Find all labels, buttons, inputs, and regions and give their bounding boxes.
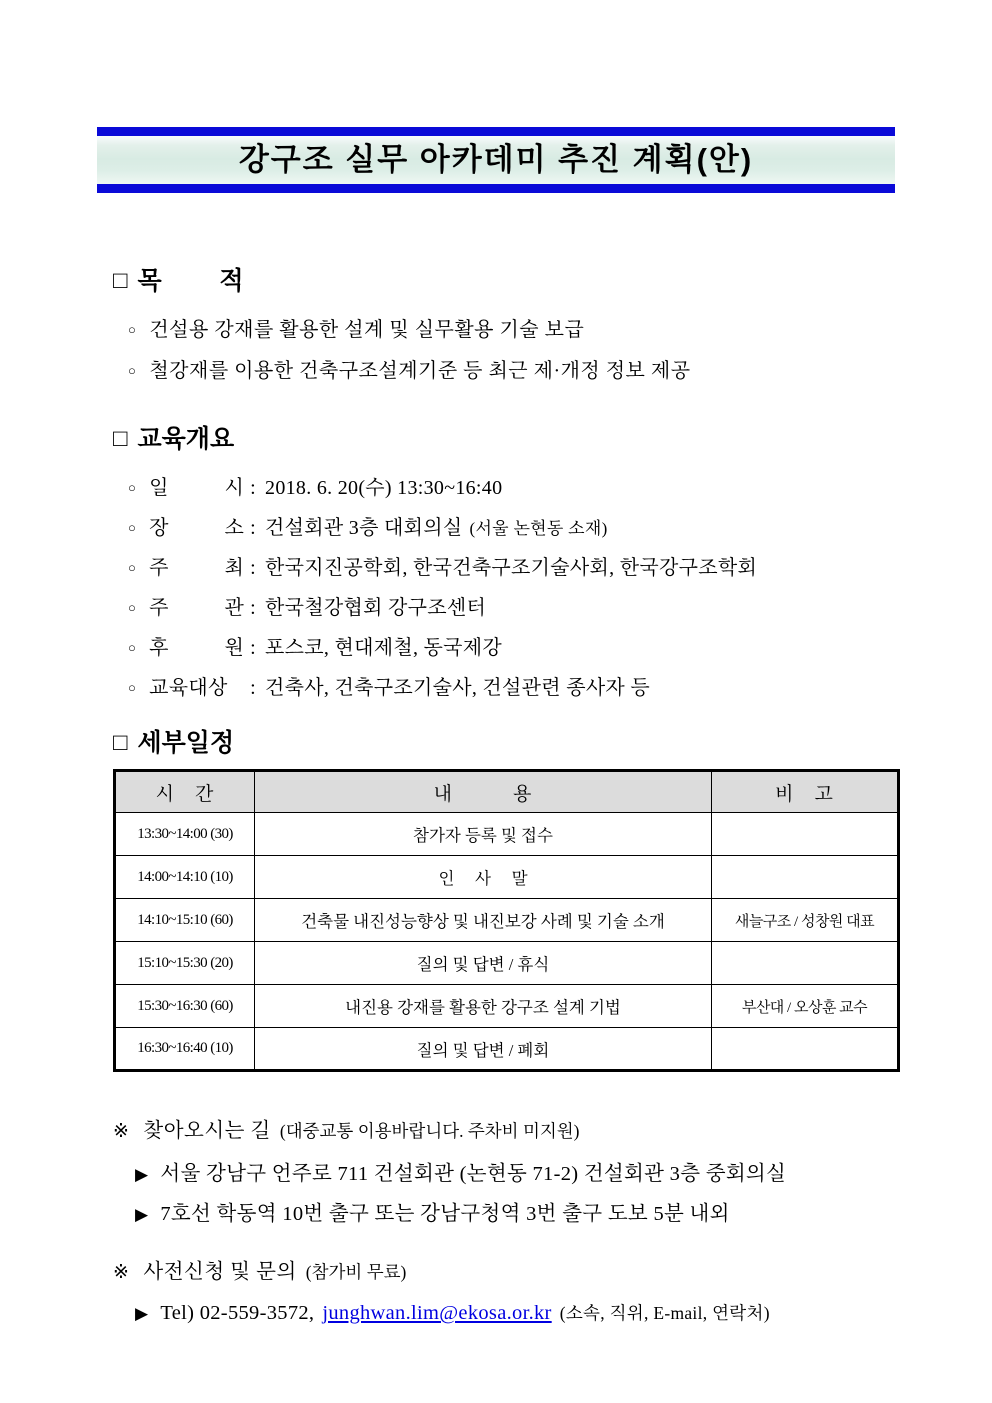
- overview-row: [128, 549, 992, 589]
- overview-note: (서울 논현동 소재): [469, 519, 608, 538]
- purpose-heading: [113, 267, 897, 295]
- directions-heading-note: (대중교통 이용바랍니다. 주차비 미지원): [279, 1121, 580, 1141]
- overview-row: [128, 509, 992, 549]
- schedule-time: 14:10~15:10 (60): [115, 899, 255, 942]
- email-link[interactable]: junghwan.lim@ekosa.or.kr: [322, 1302, 552, 1324]
- overview-value: 건설회관 3층 대회의실: [265, 517, 463, 539]
- schedule-time: 15:10~15:30 (20): [115, 942, 255, 985]
- circle-bullet-icon: ○: [128, 560, 137, 575]
- directions-item: [135, 1161, 932, 1188]
- overview-label: 교육대상: [149, 677, 228, 699]
- overview-colon: :: [250, 677, 257, 699]
- overview-label: 주 최: [149, 557, 245, 579]
- overview-row: [128, 629, 992, 669]
- schedule-content: 질의 및 답변 / 폐회: [255, 1028, 712, 1071]
- schedule-heading: [113, 729, 897, 757]
- schedule-table: [113, 769, 900, 1072]
- contact-suffix: (소속, 직위, E-mail, 연락처): [559, 1303, 770, 1323]
- reference-mark-icon: ※: [113, 1262, 130, 1283]
- contact-line: [135, 1300, 932, 1327]
- page-title: 강구조 실무 아카데미 추진 계획(안): [238, 142, 754, 177]
- schedule-time: 15:30~16:30 (60): [115, 985, 255, 1028]
- table-row: [115, 1028, 899, 1071]
- schedule-note: [712, 942, 899, 985]
- contact-heading: [113, 1259, 992, 1286]
- purpose-item: [128, 318, 932, 344]
- schedule-header-row: [115, 771, 899, 813]
- overview-label: 후 원: [149, 637, 245, 659]
- table-row: [115, 813, 899, 856]
- overview-label: 주 관: [149, 597, 245, 619]
- arrow-bullet-icon: ▶: [135, 1165, 149, 1184]
- schedule-content: 내진용 강재를 활용한 강구조 설계 기법: [255, 985, 712, 1028]
- schedule-content: 건축물 내진성능향상 및 내진보강 사례 및 기술 소개: [255, 899, 712, 942]
- overview-value: 포스코, 현대제철, 동국제강: [265, 637, 503, 659]
- schedule-note: 부산대 / 오상훈 교수: [712, 985, 899, 1028]
- overview-label: 장 소: [149, 517, 245, 539]
- circle-bullet-icon: ○: [128, 640, 137, 655]
- table-row: [115, 942, 899, 985]
- column-header-content: 내 용: [255, 771, 712, 813]
- purpose-item-text: 건설용 강재를 활용한 설계 및 실무활용 기술 보급: [149, 319, 585, 341]
- overview-colon: :: [250, 477, 257, 499]
- schedule-time: 14:00~14:10 (10): [115, 856, 255, 899]
- directions-item-text: 7호선 학동역 10번 출구 또는 강남구청역 3번 출구 도보 5분 내외: [160, 1203, 730, 1225]
- schedule-content: 인 사 말: [255, 856, 712, 899]
- overview-heading: [113, 425, 897, 453]
- overview-colon: :: [250, 637, 257, 659]
- arrow-bullet-icon: ▶: [135, 1304, 149, 1323]
- schedule-note: [712, 856, 899, 899]
- schedule-note: [712, 1028, 899, 1071]
- overview-colon: :: [250, 517, 257, 539]
- circle-bullet-icon: ○: [128, 363, 137, 378]
- overview-row: [128, 589, 992, 629]
- title-banner: [97, 127, 895, 193]
- table-row: [115, 985, 899, 1028]
- schedule-time: 13:30~14:00 (30): [115, 813, 255, 856]
- circle-bullet-icon: ○: [128, 322, 137, 337]
- schedule-content: 질의 및 답변 / 휴식: [255, 942, 712, 985]
- directions-item: [135, 1201, 932, 1228]
- contact-heading-note: (참가비 무료): [305, 1262, 407, 1282]
- directions-heading: [113, 1118, 992, 1145]
- overview-list: [0, 469, 992, 709]
- square-bullet-icon: □: [113, 425, 128, 452]
- overview-value: 건축사, 건축구조기술사, 건설관련 종사자 등: [265, 677, 650, 699]
- schedule-heading-label: 세부일정: [137, 729, 235, 757]
- directions-item-text: 서울 강남구 언주로 711 건설회관 (논현동 71-2) 건설회관 3층 중회의실: [160, 1163, 787, 1185]
- circle-bullet-icon: ○: [128, 600, 137, 615]
- overview-heading-label: 교육개요: [137, 425, 235, 453]
- column-header-note: 비 고: [712, 771, 899, 813]
- table-row: [115, 899, 899, 942]
- overview-colon: :: [250, 597, 257, 619]
- purpose-item: [128, 359, 932, 385]
- overview-colon: :: [250, 557, 257, 579]
- circle-bullet-icon: ○: [128, 520, 137, 535]
- overview-row: [128, 469, 992, 509]
- circle-bullet-icon: ○: [128, 480, 137, 495]
- table-row: [115, 856, 899, 899]
- contact-heading-label: 사전신청 및 문의: [143, 1261, 297, 1283]
- square-bullet-icon: □: [113, 267, 128, 294]
- directions-heading-label: 찾아오시는 길: [143, 1120, 271, 1142]
- contact-tel: Tel) 02-559-3572,: [160, 1302, 315, 1324]
- overview-value: 한국철강협회 강구조센터: [265, 597, 487, 619]
- purpose-item-text: 철강재를 이용한 건축구조설계기준 등 최근 제·개정 정보 제공: [149, 360, 691, 382]
- purpose-heading-label: 목 적: [137, 267, 244, 295]
- square-bullet-icon: □: [113, 729, 128, 756]
- circle-bullet-icon: ○: [128, 680, 137, 695]
- overview-row: [128, 669, 992, 709]
- schedule-time: 16:30~16:40 (10): [115, 1028, 255, 1071]
- arrow-bullet-icon: ▶: [135, 1205, 149, 1224]
- overview-value: 한국지진공학회, 한국건축구조기술사회, 한국강구조학회: [265, 557, 758, 579]
- reference-mark-icon: ※: [113, 1121, 130, 1142]
- schedule-note: [712, 813, 899, 856]
- overview-label: 일 시: [149, 477, 245, 499]
- overview-value: 2018. 6. 20(수) 13:30~16:40: [265, 477, 503, 499]
- schedule-content: 참가자 등록 및 접수: [255, 813, 712, 856]
- schedule-note: 새늘구조 / 성창원 대표: [712, 899, 899, 942]
- column-header-time: 시 간: [115, 771, 255, 813]
